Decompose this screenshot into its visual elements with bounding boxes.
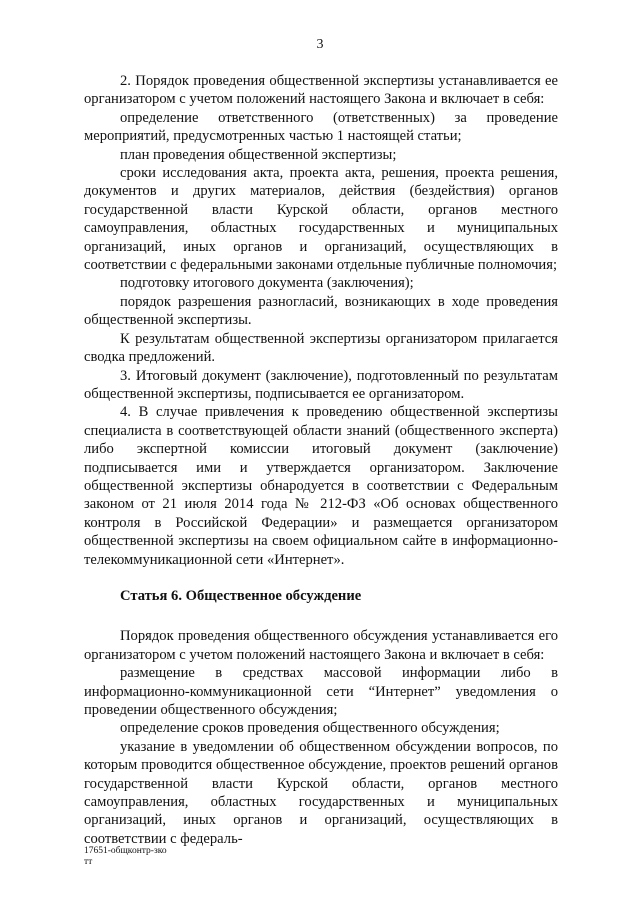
document-body — [84, 72, 558, 848]
paragraph: план проведения общественной экспертизы; — [120, 146, 397, 163]
paragraph: определение сроков проведения общественного обсуждения; — [120, 720, 500, 737]
page-number: 3 — [316, 37, 324, 52]
paragraph: К результатам общественной экспертизы организатором прилагается сводка предложений. — [84, 330, 558, 366]
document-footer — [84, 846, 167, 868]
article-heading: Статья 6. Общественное обсуждение — [120, 587, 362, 604]
paragraph: Порядок проведения общественного обсуждения устанавливается его организатором с учетом положений настоящего Закона и включает в себя: — [84, 628, 558, 663]
paragraph: сроки исследования акта, проекта акта, решения, проекта решения, документов и других материалов, действия (бездействия) органов государственной власти Курской области, органов местного самоуправления, областных государственных и муниципальных организаций, иных органов и организаций, осуществляющих в соответствии с федеральными законами отдельные публичные полномочия; — [84, 165, 558, 274]
document-code: 17651-общконтр-зко — [84, 846, 167, 856]
paragraph: размещение в средствах массовой информации либо в информационно-коммуникационной сети “Интернет” уведомления о проведении общественного обсуждения; — [84, 665, 558, 718]
paragraph: подготовку итогового документа (заключения); — [120, 275, 414, 292]
paragraph: указание в уведомлении об общественном обсуждении вопросов, по которым проводится общественное обсуждение, проектов решений органов государственной власти Курской области, органов местного самоуправления, областных государственных и муниципальных организаций, иных органов и организаций, осуществляющих в соответствии с федераль- — [84, 738, 558, 847]
paragraph: 3. Итоговый документ (заключение), подготовленный по результатам общественной экспертизы, подписывается ее организатором. — [84, 367, 558, 402]
paragraph: определение ответственного (ответственных) за проведение мероприятий, предусмотренных частью 1 настоящей статьи; — [84, 109, 558, 145]
paragraph: порядок разрешения разногласий, возникающих в ходе проведения общественной экспертизы. — [84, 293, 558, 329]
author-initials: тт — [84, 857, 93, 867]
paragraph: 4. В случае привлечения к проведению общественной экспертизы специалиста в соответствующей области знаний (общественного эксперта) либо экспертной комиссии итоговый документ (заключение) подписывается ими и утверждается организатором. Заключение общественной экспертизы обнародуется в соответствии с Федеральным законом от 21 июля 2014 года № 212-ФЗ «Об основах общественного контроля в Российской Федерации» и размещается организатором общественной экспертизы на своем официальном сайте в информационно-телекоммуникационной сети «Интернет». — [84, 404, 558, 568]
paragraph: 2. Порядок проведения общественной экспертизы устанавливается ее организатором с учетом положений настоящего Закона и включает в себя: — [84, 73, 558, 108]
